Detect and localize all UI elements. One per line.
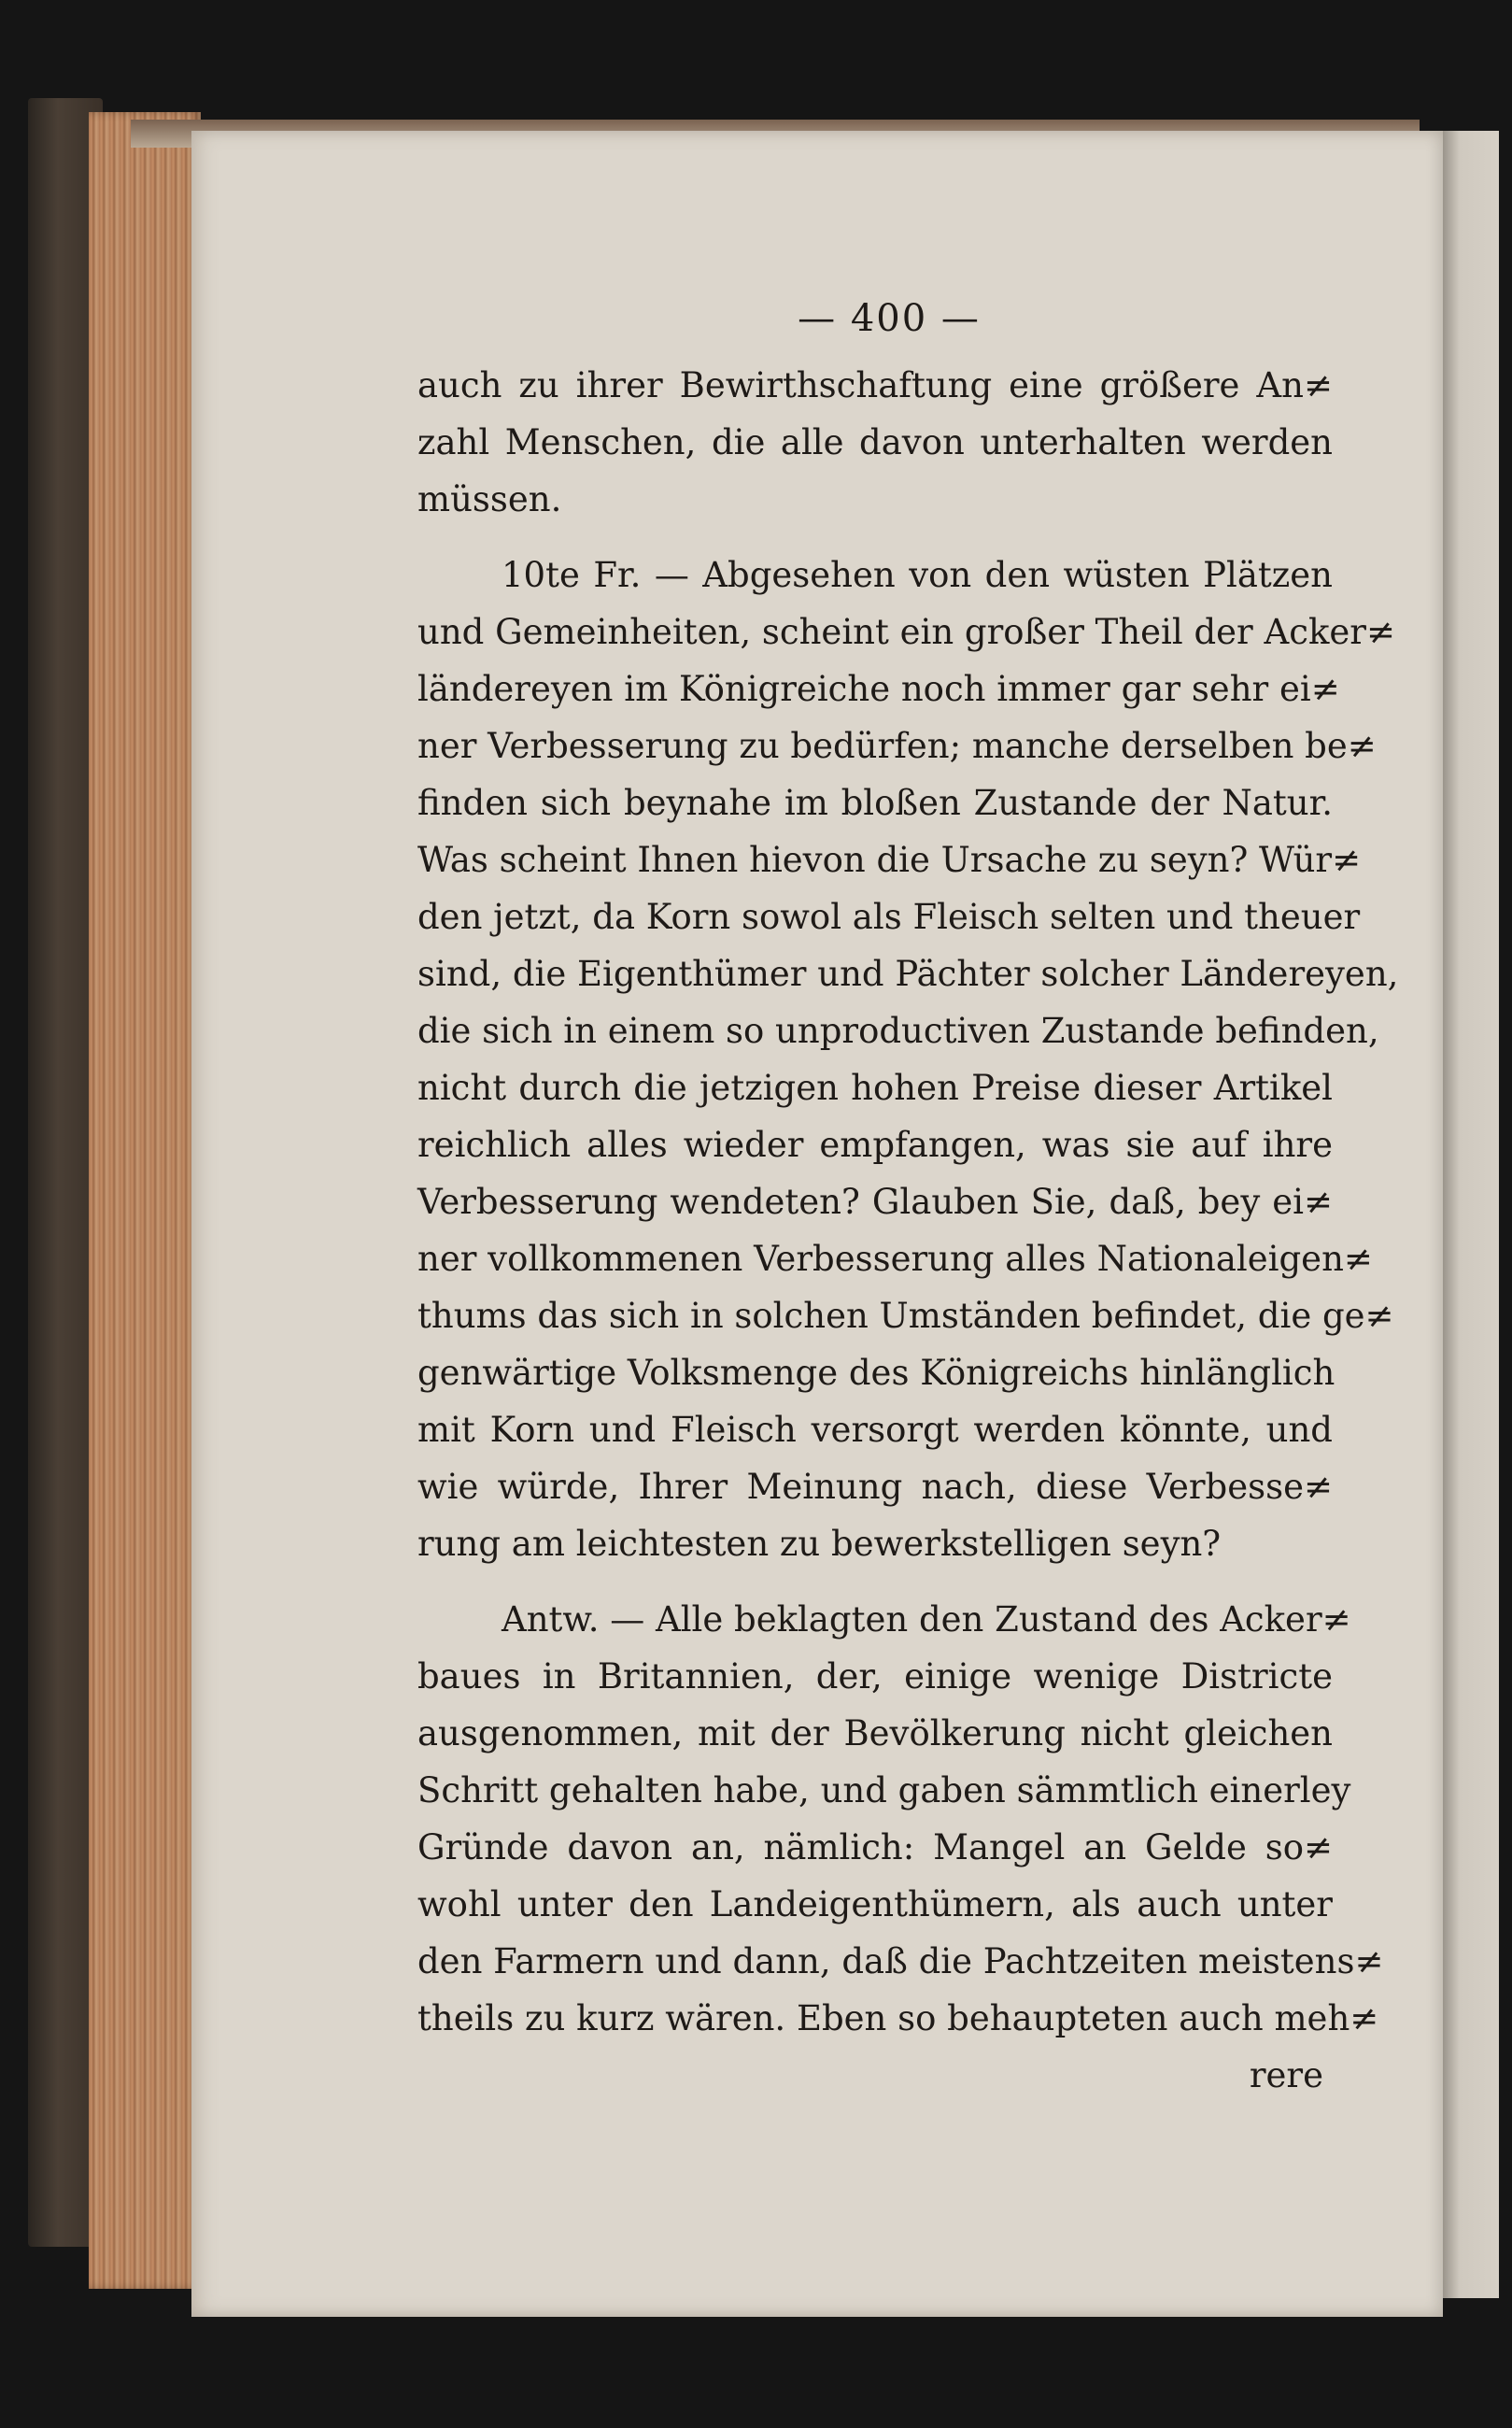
text-line: sind, die Eigenthümer und Pächter solcher Ländereyen, — [417, 954, 1399, 994]
paragraph-3 — [417, 1591, 1384, 2047]
page-number: — 400 — — [798, 297, 981, 340]
text-line: thums das sich in solchen Umständen befindet, die ge≠ — [417, 1296, 1394, 1336]
text-line: ner vollkommenen Verbesserung alles Nationaleigen≠ — [417, 1239, 1373, 1279]
text-line: rung am leichtesten zu bewerkstelligen seyn? — [417, 1524, 1222, 1564]
text-line: Schritt gehalten habe, und gaben sämmtlich einerley — [417, 1770, 1351, 1810]
text-line: müssen. — [417, 479, 562, 519]
text-line: Verbesserung wendeten? Glauben Sie, daß, bey ei≠ — [417, 1182, 1333, 1222]
catchword: rere — [1249, 2055, 1323, 2095]
text-line: nicht durch die jetzigen hohen Preise dieser Artikel — [417, 1068, 1333, 1108]
text-line: 10te Fr. — Abgesehen von den wüsten Plätzen — [502, 555, 1333, 595]
page-edges — [89, 112, 201, 2289]
text-line: zahl Menschen, die alle davon unterhalten werden — [417, 422, 1333, 462]
text-line: genwärtige Volksmenge des Königreichs hinlänglich — [417, 1353, 1335, 1393]
text-line: Gründe davon an, nämlich: Mangel an Gelde so≠ — [417, 1827, 1333, 1867]
text-line: theils zu kurz wären. Eben so behaupteten auch meh≠ — [417, 1998, 1379, 2038]
text-line: die sich in einem so unproductiven Zustande befinden, — [417, 1011, 1379, 1051]
text-line: wie würde, Ihrer Meinung nach, diese Verbesse≠ — [417, 1467, 1333, 1507]
text-line: den jetzt, da Korn sowol als Fleisch selten und theuer — [417, 897, 1361, 937]
text-line: den Farmern und dann, daß die Pachtzeiten meistens≠ — [417, 1941, 1384, 1981]
text-line: auch zu ihrer Bewirthschaftung eine größere An≠ — [417, 365, 1333, 405]
next-page-edge — [1443, 131, 1499, 2298]
paragraph-2 — [417, 547, 1399, 1572]
text-line: reichlich alles wieder empfangen, was sie auf ihre — [417, 1125, 1333, 1165]
text-line: ländereyen im Königreiche noch immer gar sehr ei≠ — [417, 669, 1340, 709]
text-line: Was scheint Ihnen hievon die Ursache zu seyn? Wür≠ — [417, 840, 1362, 880]
text-line: mit Korn und Fleisch versorgt werden könnte, und — [417, 1410, 1333, 1450]
text-line: ausgenommen, mit der Bevölkerung nicht gleichen — [417, 1713, 1333, 1754]
text-line: ner Verbesserung zu bedürfen; manche derselben be≠ — [417, 726, 1377, 766]
page-text — [417, 297, 1399, 2104]
paragraph-1 — [417, 357, 1333, 528]
text-line: Antw. — Alle beklagten den Zustand des Acker≠ — [502, 1599, 1351, 1640]
text-line: wohl unter den Landeigenthümern, als auch unter — [417, 1884, 1333, 1924]
text-line: und Gemeinheiten, scheint ein großer Theil der Acker≠ — [417, 612, 1395, 652]
text-line: baues in Britannien, der, einige wenige Districte — [417, 1656, 1333, 1697]
text-line: finden sich beynahe im bloßen Zustande der Natur. — [417, 783, 1333, 823]
